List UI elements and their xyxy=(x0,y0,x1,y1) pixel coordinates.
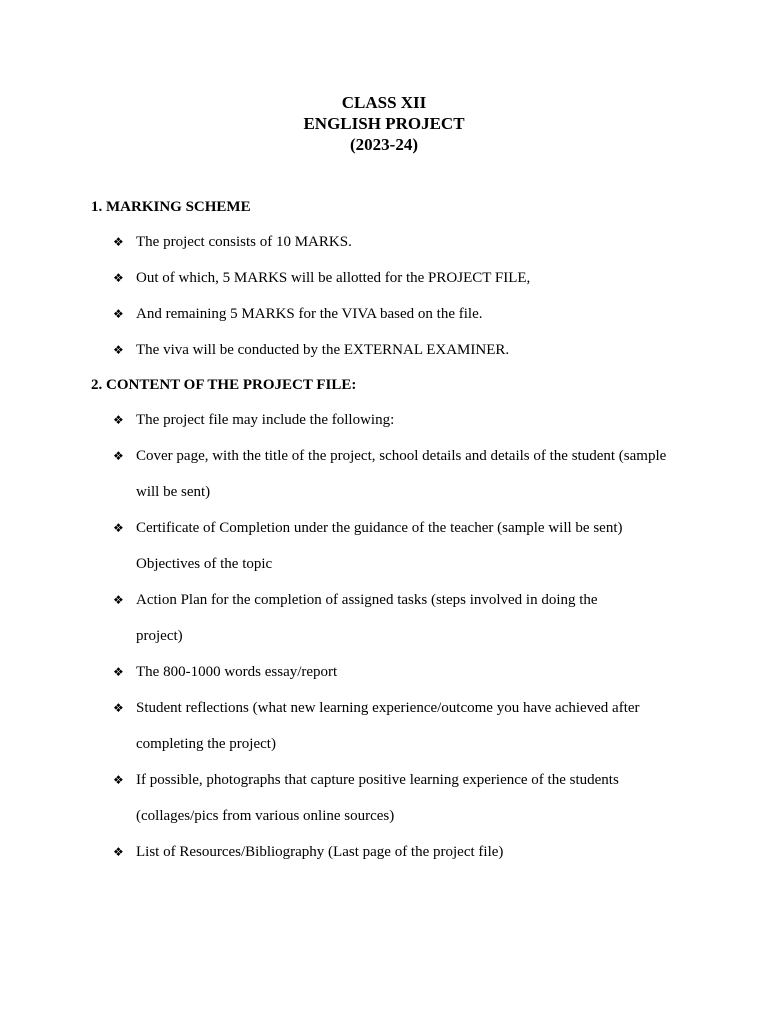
list-item xyxy=(113,510,713,582)
list-item-line: Objectives of the topic xyxy=(136,556,273,572)
bullet-icon: ❖ xyxy=(113,701,124,715)
marking-scheme-list xyxy=(113,224,713,368)
list-item xyxy=(113,332,713,368)
list-item-text xyxy=(136,834,713,870)
list-item-line: The viva will be conducted by the EXTERNAL EXAMINER. xyxy=(136,342,510,358)
list-item-line: Student reflections (what new learning experience/outcome you have achieved after xyxy=(136,700,640,716)
list-item-text xyxy=(136,332,713,368)
bullet-icon: ❖ xyxy=(113,773,124,787)
list-item-text xyxy=(136,224,713,260)
list-item xyxy=(113,296,713,332)
title-subject: ENGLISH PROJECT xyxy=(303,114,465,133)
list-item-line: Out of which, 5 MARKS will be allotted for the PROJECT FILE, xyxy=(136,270,531,286)
list-item-line: List of Resources/Bibliography (Last page of the project file) xyxy=(136,844,504,860)
list-item-line: completing the project) xyxy=(136,736,276,752)
bullet-icon: ❖ xyxy=(113,845,124,859)
bullet-icon: ❖ xyxy=(113,521,124,535)
list-item-text xyxy=(136,296,713,332)
list-item-line: (collages/pics from various online sources) xyxy=(136,808,395,824)
list-item-line: Cover page, with the title of the project, school details and details of the student (sample xyxy=(136,448,667,464)
list-item xyxy=(113,260,713,296)
list-item-line: The project consists of 10 MARKS. xyxy=(136,234,352,250)
list-item-line: Certificate of Completion under the guidance of the teacher (sample will be sent) xyxy=(136,520,623,536)
list-item-text xyxy=(136,690,713,762)
bullet-icon: ❖ xyxy=(113,343,124,357)
list-item xyxy=(113,762,713,834)
list-item xyxy=(113,654,713,690)
list-item-line: project) xyxy=(136,628,183,644)
list-item xyxy=(113,402,713,438)
list-item-text xyxy=(136,582,713,654)
section-heading-project-content: 2. CONTENT OF THE PROJECT FILE: xyxy=(91,377,357,393)
bullet-icon: ❖ xyxy=(113,449,124,463)
list-item-line: will be sent) xyxy=(136,484,211,500)
list-item xyxy=(113,834,713,870)
section-heading-marking-scheme: 1. MARKING SCHEME xyxy=(91,199,251,215)
title-class: CLASS XII xyxy=(341,93,427,112)
list-item-line: And remaining 5 MARKS for the VIVA based on the file. xyxy=(136,306,483,322)
bullet-icon: ❖ xyxy=(113,593,124,607)
bullet-icon: ❖ xyxy=(113,307,124,321)
project-content-list xyxy=(113,402,713,870)
list-item xyxy=(113,690,713,762)
title-session: (2023-24) xyxy=(350,135,418,154)
list-item-line: The project file may include the following: xyxy=(136,412,395,428)
list-item-text xyxy=(136,762,713,834)
list-item-text xyxy=(136,438,713,510)
list-item xyxy=(113,438,713,510)
document-title xyxy=(0,92,768,155)
list-item-text xyxy=(136,510,713,582)
bullet-icon: ❖ xyxy=(113,413,124,427)
list-item xyxy=(113,582,713,654)
list-item-line: The 800-1000 words essay/report xyxy=(136,664,338,680)
list-item xyxy=(113,224,713,260)
bullet-icon: ❖ xyxy=(113,235,124,249)
list-item-text xyxy=(136,402,713,438)
bullet-icon: ❖ xyxy=(113,665,124,679)
list-item-line: If possible, photographs that capture positive learning experience of the students xyxy=(136,772,619,788)
bullet-icon: ❖ xyxy=(113,271,124,285)
list-item-text xyxy=(136,260,713,296)
list-item-text xyxy=(136,654,713,690)
list-item-line: Action Plan for the completion of assigned tasks (steps involved in doing the xyxy=(136,592,598,608)
